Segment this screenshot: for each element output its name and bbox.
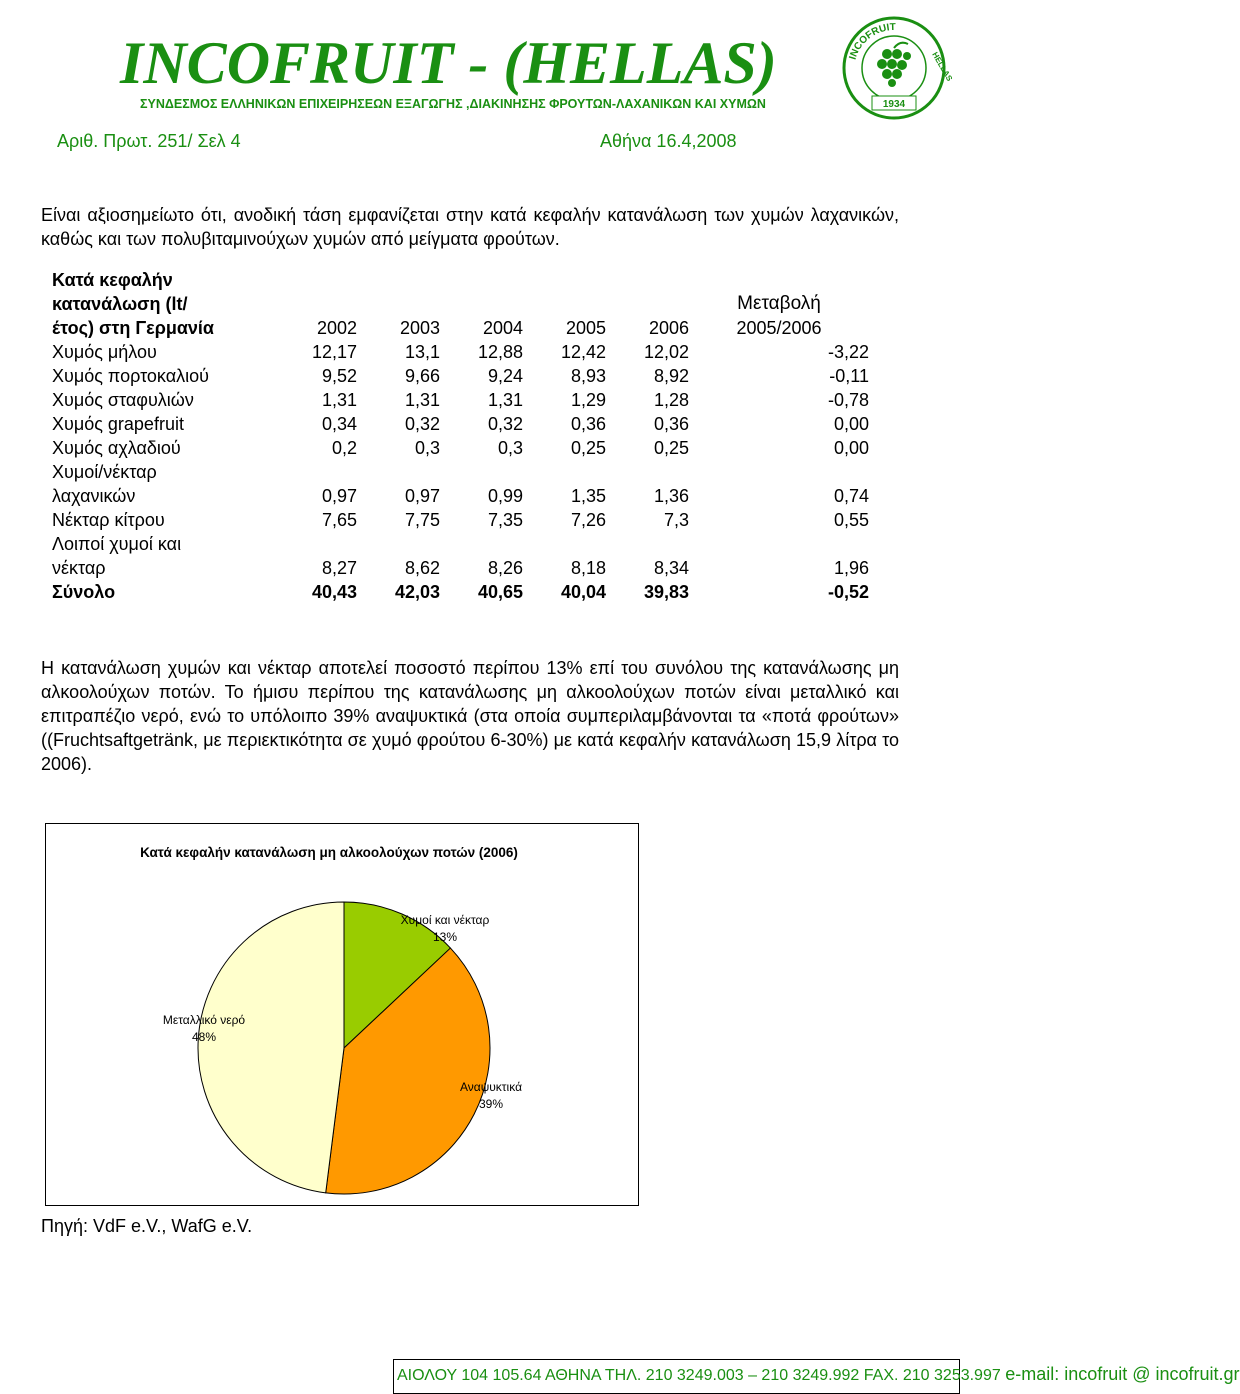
table-row — [52, 460, 869, 508]
value-cell: 12,17 — [311, 342, 357, 362]
chart-title: Κατά κεφαλήν κατανάλωση μη αλκοολούχων ποτών (2006) — [140, 845, 518, 860]
table-body — [52, 340, 869, 604]
row-label-line: Χυμός αχλαδιού — [52, 438, 181, 458]
value-cell: 1,35 — [570, 486, 606, 506]
slice-percent: 13% — [432, 930, 458, 944]
header-label-line: έτος) στη Γερμανία — [52, 318, 214, 338]
value-cell: 8,27 — [321, 558, 357, 578]
slice-percent: 48% — [191, 1030, 217, 1044]
logo-text-side: HELLAS — [930, 50, 954, 83]
value-cell: 0,3 — [497, 438, 523, 458]
pie-slice — [198, 902, 344, 1193]
value-cell: 0,25 — [570, 438, 606, 458]
year-header: 2004 — [482, 318, 523, 338]
table-row — [52, 436, 869, 460]
logo-text-top: INCOFRUIT — [847, 21, 896, 61]
value-cell: 0,34 — [321, 414, 357, 434]
change-header-line: Μεταβολή — [737, 293, 821, 314]
change-cell: 0,74 — [833, 486, 869, 506]
footer-address: ΑΙΟΛΟΥ 104 105.64 ΑΘΗΝΑ ΤΗΛ. 210 3249.003 – 210 3249.992 FAX. 210 3253.997 — [397, 1367, 1001, 1384]
source-note: Πηγή: VdF e.V., WafG e.V. — [41, 1216, 253, 1236]
total-change-cell: -0,52 — [827, 582, 869, 602]
slice-label: Μεταλλικό νερό — [162, 1013, 246, 1027]
row-label — [52, 388, 274, 412]
table-row — [52, 388, 869, 412]
value-cell: 7,35 — [487, 510, 523, 530]
value-cell: 0,36 — [653, 414, 689, 434]
footer-email[interactable]: e-mail: incofruit @ incofruit.gr — [1005, 1364, 1240, 1384]
value-cell: 1,31 — [487, 390, 523, 410]
table-row — [52, 364, 869, 388]
change-cell: -0,78 — [827, 390, 869, 410]
year-header: 2006 — [648, 318, 689, 338]
value-cell: 1,28 — [653, 390, 689, 410]
value-cell: 7,65 — [321, 510, 357, 530]
value-cell: 13,1 — [404, 342, 440, 362]
value-cell: 9,52 — [321, 366, 357, 386]
value-cell: 8,34 — [653, 558, 689, 578]
table-header-row — [52, 268, 869, 340]
value-cell: 9,66 — [404, 366, 440, 386]
value-cell: 8,62 — [404, 558, 440, 578]
total-value-cell: 39,83 — [643, 582, 689, 602]
total-value-cell: 40,43 — [311, 582, 357, 602]
row-label-line: Χυμός πορτοκαλιού — [52, 366, 209, 386]
value-cell: 1,31 — [404, 390, 440, 410]
row-label-line: Λοιποί χυμοί και — [52, 534, 182, 554]
row-label — [52, 340, 274, 364]
row-label — [52, 436, 274, 460]
value-cell: 0,25 — [653, 438, 689, 458]
document-date: Αθήνα 16.4,2008 — [600, 131, 737, 151]
change-cell: 0,00 — [833, 438, 869, 458]
header-label-line: κατανάλωση (lt/ — [52, 294, 188, 314]
row-label — [52, 508, 274, 532]
slice-label: Αναψυκτικά — [459, 1080, 523, 1094]
total-value-cell: 40,65 — [477, 582, 523, 602]
total-label: Σύνολο — [52, 582, 116, 602]
value-cell: 9,24 — [487, 366, 523, 386]
value-cell: 8,92 — [653, 366, 689, 386]
change-header-line: 2005/2006 — [736, 318, 822, 338]
incofruit-logo — [834, 14, 954, 122]
change-header — [689, 268, 869, 340]
row-label-line: Χυμός grapefruit — [52, 414, 184, 434]
total-row — [52, 580, 869, 604]
value-cell: 8,93 — [570, 366, 606, 386]
row-label — [52, 532, 274, 580]
row-label-line: Νέκταρ κίτρου — [52, 510, 165, 530]
change-cell: -0,11 — [829, 366, 869, 386]
value-cell: 0,32 — [487, 414, 523, 434]
change-cell: 1,96 — [833, 558, 869, 578]
value-cell: 7,26 — [570, 510, 606, 530]
summary-paragraph: Η κατανάλωση χυμών και νέκταρ αποτελεί ποσοστό περίπου 13% επί του συνόλου της κατανάλωσης μη αλκοολούχων ποτών. Το ήμισυ περίπου της κατανάλωσης μη αλκοολούχων ποτών είναι μεταλλικό και επιτραπέζιο νερό, ενώ το υπόλοιπο 39% αναψυκτικά (στα οποία συμπεριλαμβάνονται τα «ποτά φρούτων» ((Fruchtsaftgetränk, με περιεκτικότητα σε χυμό φρούτου 6-30%) με κατά κεφαλήν κατανάλωση 15,9 λίτρα το 2006). — [41, 658, 899, 774]
consumption-table — [52, 268, 869, 604]
value-cell: 0,99 — [487, 486, 523, 506]
grape-bunch-icon — [877, 43, 911, 87]
change-cell: 0,00 — [833, 414, 869, 434]
footer-contact — [397, 1364, 1240, 1385]
value-cell: 0,2 — [331, 438, 357, 458]
pie-chart — [46, 824, 640, 1207]
row-label-line: Χυμός μήλου — [52, 342, 157, 362]
table-row — [52, 412, 869, 436]
slice-percent: 39% — [478, 1097, 504, 1111]
table-row — [52, 508, 869, 532]
value-cell: 8,18 — [570, 558, 606, 578]
pie-chart-frame — [45, 823, 639, 1206]
row-label-line: Χυμοί/νέκταρ — [52, 462, 157, 482]
reference-number: Αριθ. Πρωτ. 251/ Σελ 4 — [57, 131, 241, 151]
row-label-line: νέκταρ — [52, 558, 106, 578]
value-cell: 0,32 — [404, 414, 440, 434]
change-cell: 0,55 — [833, 510, 869, 530]
value-cell: 0,36 — [570, 414, 606, 434]
value-cell: 1,31 — [321, 390, 357, 410]
value-cell: 0,97 — [321, 486, 357, 506]
row-label-line: Χυμός σταφυλιών — [52, 390, 194, 410]
value-cell: 1,29 — [570, 390, 606, 410]
year-header: 2005 — [565, 318, 606, 338]
total-value-cell: 42,03 — [394, 582, 440, 602]
value-cell: 1,36 — [653, 486, 689, 506]
value-cell: 12,88 — [477, 342, 523, 362]
value-cell: 7,3 — [663, 510, 689, 530]
row-label — [52, 412, 274, 436]
row-label — [52, 460, 274, 508]
header-label-line: Κατά κεφαλήν — [52, 270, 173, 290]
value-cell: 7,75 — [404, 510, 440, 530]
table-header-label — [52, 268, 274, 340]
company-name: INCOFRUIT - (HELLAS) — [120, 30, 777, 96]
year-header: 2003 — [399, 318, 440, 338]
value-cell: 12,02 — [643, 342, 689, 362]
logo-year: 1934 — [882, 99, 906, 110]
value-cell: 0,3 — [414, 438, 440, 458]
year-header: 2002 — [316, 318, 357, 338]
table-row — [52, 340, 869, 364]
slice-label: Χυμοί και νέκταρ — [400, 913, 490, 927]
intro-paragraph: Είναι αξιοσημείωτο ότι, ανοδική τάση εμφανίζεται στην κατά κεφαλήν κατανάλωση των χυμών λαχανικών, καθώς και των πολυβιταμινούχων χυμών από μείγματα φρούτων. — [41, 205, 899, 249]
row-label-line: λαχανικών — [52, 486, 136, 506]
value-cell: 12,42 — [560, 342, 606, 362]
value-cell: 8,26 — [487, 558, 523, 578]
change-cell: -3,22 — [827, 342, 869, 362]
company-subtitle: ΣΥΝΔΕΣΜΟΣ ΕΛΛΗΝΙΚΩΝ ΕΠΙΧΕΙΡΗΣΕΩΝ ΕΞΑΓΩΓΗΣ ,ΔΙΑΚΙΝΗΣΗΣ ΦΡΟΥΤΩΝ-ΛΑΧΑΝΙΚΩΝ ΚΑΙ ΧΥΜΩΝ — [140, 97, 766, 111]
total-value-cell: 40,04 — [560, 582, 606, 602]
value-cell: 0,97 — [404, 486, 440, 506]
row-label — [52, 364, 274, 388]
table-row — [52, 532, 869, 580]
